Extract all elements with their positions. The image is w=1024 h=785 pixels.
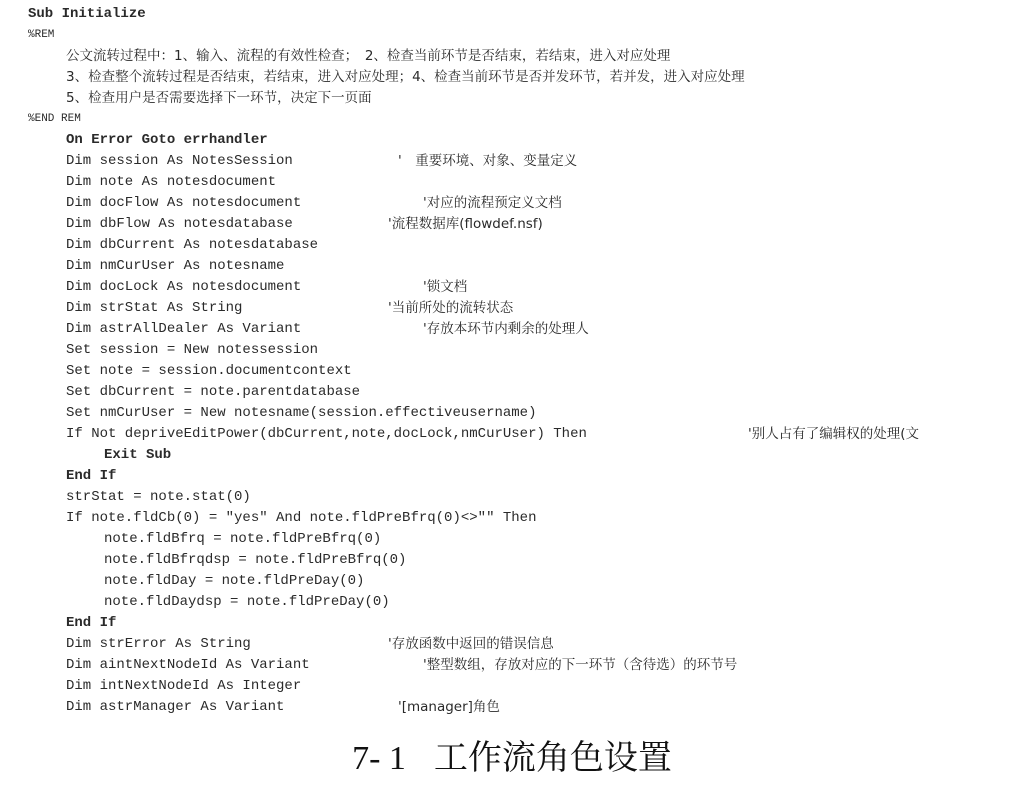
code-line-28 — [28, 571, 1018, 592]
code-line-33 — [28, 676, 1018, 697]
code-text: Set dbCurrent = note.parentdatabase — [66, 384, 361, 400]
code-text: Dim session As NotesSession — [66, 153, 293, 169]
code-line-20 — [28, 403, 1018, 424]
inline-comment: '存放本环节内剩余的处理人 — [423, 321, 589, 337]
code-text: Dim strStat As String — [66, 300, 243, 316]
rem-comment: 5、检查用户是否需要选择下一环节，决定下一页面 — [66, 90, 372, 106]
code-text: Set session = New notessession — [66, 342, 319, 358]
code-text: End If — [66, 468, 117, 484]
code-line-19 — [28, 382, 1018, 403]
code-line-27 — [28, 550, 1018, 571]
code-line-4 — [28, 67, 1018, 88]
code-text: Dim astrManager As Variant — [66, 699, 285, 715]
code-line-10 — [28, 193, 1018, 214]
code-text: Exit Sub — [104, 447, 172, 463]
code-text: Set nmCurUser = New notesname(session.effectiveusername) — [66, 405, 537, 421]
figure-title: 工作流角色设置 — [433, 740, 672, 777]
code-text: Dim dbFlow As notesdatabase — [66, 216, 293, 232]
code-text: Dim intNextNodeId As Integer — [66, 678, 302, 694]
code-line-21 — [28, 424, 1018, 445]
inline-comment: '当前所处的流转状态 — [388, 300, 514, 316]
code-line-22 — [28, 445, 1018, 466]
inline-comment: '别人占有了编辑权的处理(文 — [748, 426, 919, 442]
code-text: If note.fldCb(0) = "yes" And note.fldPreBfrq(0)<>"" Then — [66, 510, 537, 526]
inline-comment: '锁文档 — [423, 279, 468, 295]
code-line-29 — [28, 592, 1018, 613]
code-text: note.fldBfrqdsp = note.fldPreBfrq(0) — [104, 552, 407, 568]
code-line-31 — [28, 634, 1018, 655]
code-line-34 — [28, 697, 1018, 718]
code-line-14 — [28, 277, 1018, 298]
code-line-1 — [28, 4, 1018, 25]
code-text: Dim docFlow As notesdocument — [66, 195, 302, 211]
inline-comment: '[manager]角色 — [398, 699, 500, 715]
code-line-2 — [28, 25, 1018, 46]
code-text: %REM — [28, 29, 55, 41]
code-text: strStat = note.stat(0) — [66, 489, 251, 505]
code-line-16 — [28, 319, 1018, 340]
code-line-12 — [28, 235, 1018, 256]
code-text: Dim note As notesdocument — [66, 174, 277, 190]
figure-caption — [0, 730, 1024, 779]
inline-comment: '对应的流程预定义文档 — [423, 195, 562, 211]
code-text: Dim dbCurrent As notesdatabase — [66, 237, 319, 253]
inline-comment: ' 重要环境、对象、变量定义 — [398, 153, 578, 169]
inline-comment: '整型数组，存放对应的下一环节（含待选）的环节号 — [423, 657, 738, 673]
figure-number: 7- 1 — [352, 740, 406, 777]
code-text: On Error Goto errhandler — [66, 132, 268, 148]
code-listing — [28, 4, 1018, 718]
code-line-11 — [28, 214, 1018, 235]
code-line-6 — [28, 109, 1018, 130]
code-line-24 — [28, 487, 1018, 508]
code-text: End If — [66, 615, 117, 631]
code-line-8 — [28, 151, 1018, 172]
code-text: note.fldDay = note.fldPreDay(0) — [104, 573, 365, 589]
inline-comment: '存放函数中返回的错误信息 — [388, 636, 554, 652]
code-line-5 — [28, 88, 1018, 109]
inline-comment: '流程数据库(flowdef.nsf) — [388, 216, 543, 232]
code-text: note.fldDaydsp = note.fldPreDay(0) — [104, 594, 390, 610]
code-line-15 — [28, 298, 1018, 319]
code-text: Dim strError As String — [66, 636, 251, 652]
code-line-13 — [28, 256, 1018, 277]
code-line-30 — [28, 613, 1018, 634]
code-text: Dim nmCurUser As notesname — [66, 258, 285, 274]
code-line-9 — [28, 172, 1018, 193]
code-text: Dim aintNextNodeId As Variant — [66, 657, 310, 673]
code-line-25 — [28, 508, 1018, 529]
rem-comment: 公文流转过程中：1、输入、流程的有效性检查； 2、检查当前环节是否结束，若结束，进入对应处理 — [66, 48, 671, 64]
code-text: note.fldBfrq = note.fldPreBfrq(0) — [104, 531, 382, 547]
code-line-26 — [28, 529, 1018, 550]
code-line-18 — [28, 361, 1018, 382]
code-line-3 — [28, 46, 1018, 67]
code-line-23 — [28, 466, 1018, 487]
code-text: Dim docLock As notesdocument — [66, 279, 302, 295]
code-text: Set note = session.documentcontext — [66, 363, 352, 379]
code-line-17 — [28, 340, 1018, 361]
code-text: Dim astrAllDealer As Variant — [66, 321, 302, 337]
code-text: %END REM — [28, 113, 81, 125]
code-line-32 — [28, 655, 1018, 676]
rem-comment: 3、检查整个流转过程是否结束，若结束，进入对应处理；4、检查当前环节是否并发环节，若并发，进入对应处理 — [66, 69, 745, 85]
code-line-7 — [28, 130, 1018, 151]
code-text: If Not depriveEditPower(dbCurrent,note,docLock,nmCurUser) Then — [66, 426, 587, 442]
code-text: Sub Initialize — [28, 6, 146, 22]
